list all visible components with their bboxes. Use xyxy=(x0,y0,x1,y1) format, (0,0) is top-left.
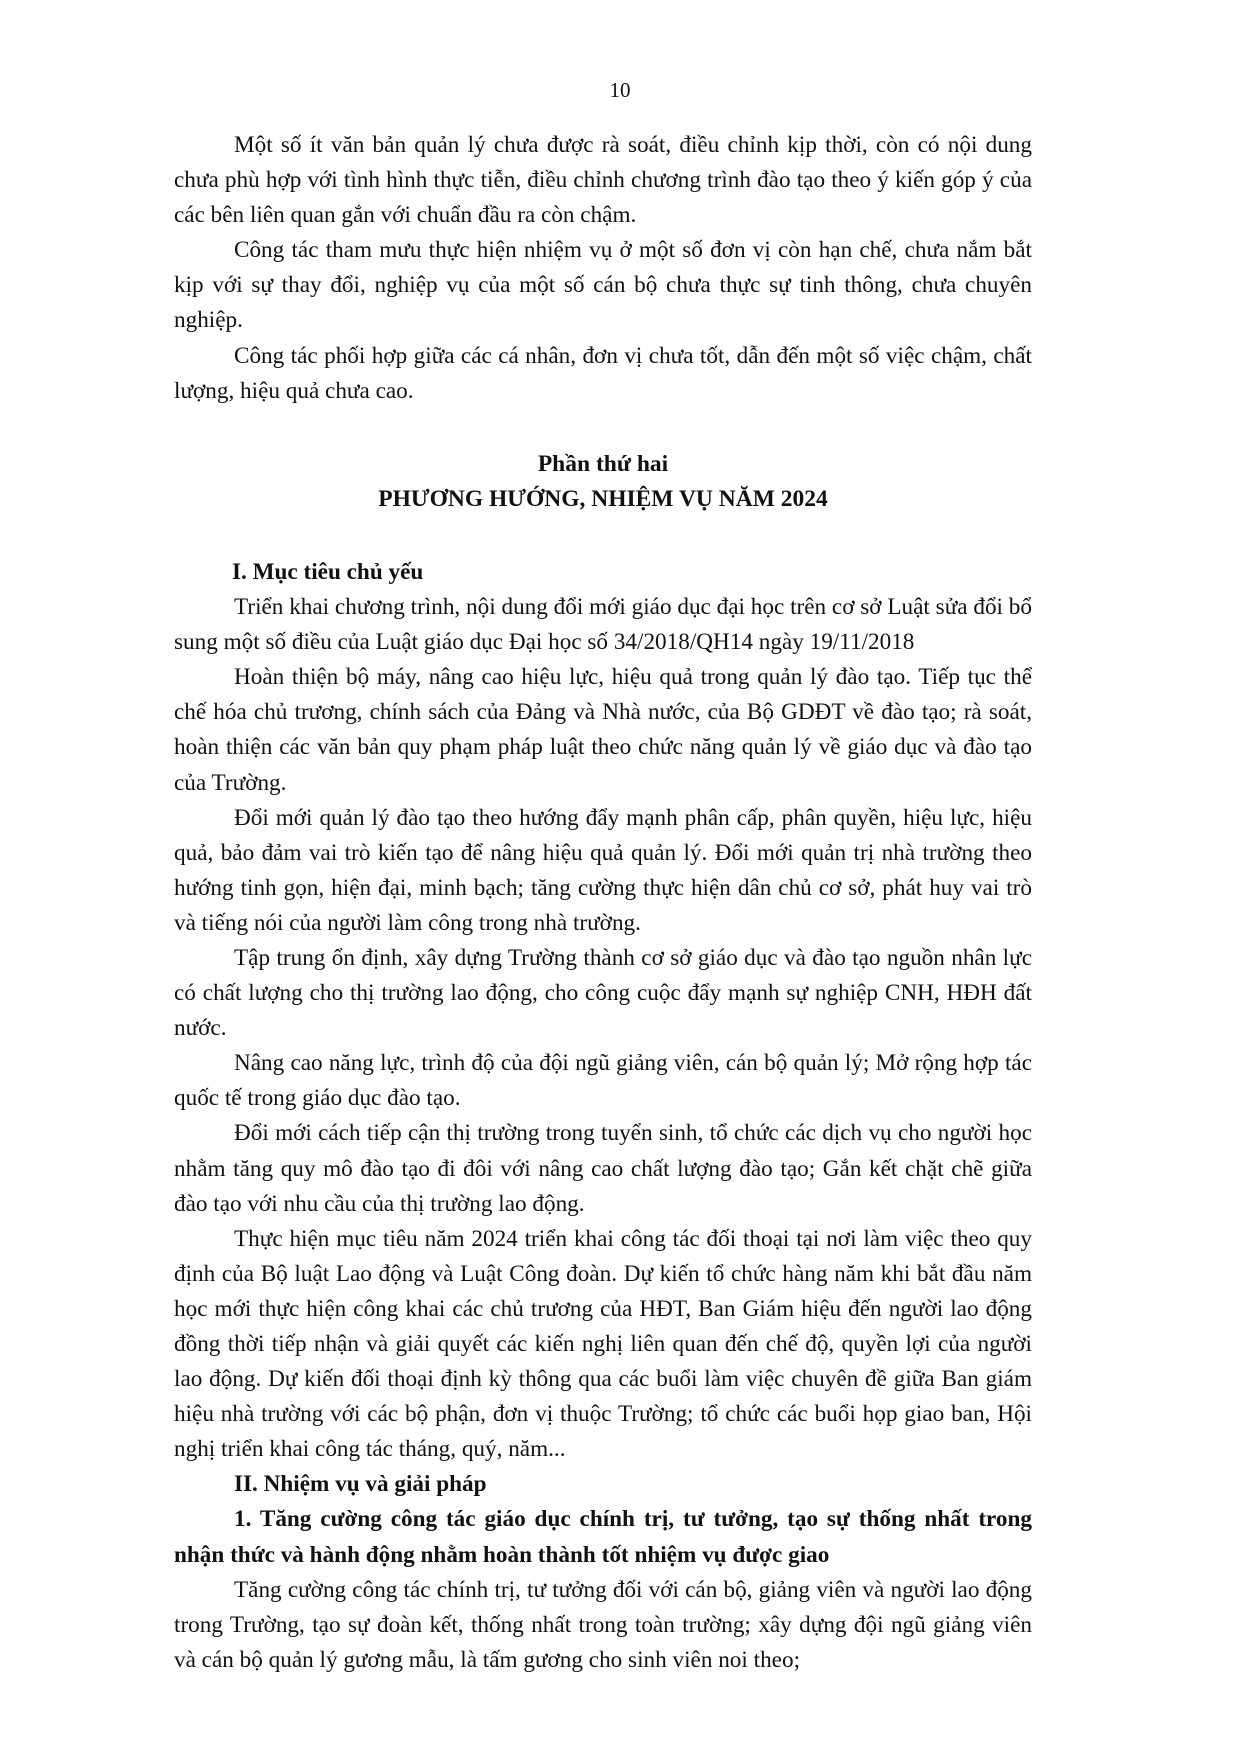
paragraph: Triển khai chương trình, nội dung đổi mới giáo dục đại học trên cơ sở Luật sửa đổi bổ sung một số điều của Luật giáo dục Đại học số 34/2018/QH14 ngày 19/11/2018 xyxy=(174,594,1032,656)
page-number: 10 xyxy=(609,78,631,102)
paragraph: Đổi mới quản lý đào tạo theo hướng đẩy mạnh phân cấp, phân quyền, hiệu lực, hiệu quả, bảo đảm vai trò kiến tạo để nâng hiệu quả quản lý. Đổi mới quản trị nhà trường theo hướng tinh gọn, hiện đại, minh bạch; tăng cường thực hiện dân chủ cơ sở, phát huy vai trò và tiếng nói của người làm công trong nhà trường. xyxy=(174,804,1032,936)
paragraph: Tập trung ổn định, xây dựng Trường thành cơ sở giáo dục và đào tạo nguồn nhân lực có chất lượng cho thị trường lao động, cho công cuộc đẩy mạnh sự nghiệp CNH, HĐH đất nước. xyxy=(174,944,1032,1042)
paragraph: Tăng cường công tác chính trị, tư tưởng đối với cán bộ, giảng viên và người lao động trong Trường, tạo sự đoàn kết, thống nhất trong toàn trường; xây dựng đội ngũ giảng viên và cán bộ quản lý gương mẫu, là tấm gương cho sinh viên noi theo; xyxy=(174,1576,1032,1673)
part-title: PHƯƠNG HƯỚNG, NHIỆM VỤ NĂM 2024 xyxy=(378,485,828,512)
paragraph: Hoàn thiện bộ máy, nâng cao hiệu lực, hiệu quả trong quản lý đào tạo. Tiếp tục thể chế hóa chủ trương, chính sách của Đảng và Nhà nước, của Bộ GDĐT về đào tạo; rà soát, hoàn thiện các văn bản quy phạm pháp luật theo chức năng quản lý về giáo dục và đào tạo của Trường. xyxy=(174,664,1032,796)
paragraph: Nâng cao năng lực, trình độ của đội ngũ giảng viên, cán bộ quản lý; Mở rộng hợp tác quốc tế trong giáo dục đào tạo. xyxy=(174,1050,1032,1112)
section-heading: II. Nhiệm vụ và giải pháp xyxy=(234,1471,487,1498)
part-heading: Phần thứ hai xyxy=(537,450,669,477)
paragraph: Đổi mới cách tiếp cận thị trường trong tuyển sinh, tổ chức các dịch vụ cho người học nhằm tăng quy mô đào tạo đi đôi với nâng cao chất lượng đào tạo; Gắn kết chặt chẽ giữa đào tạo với nhu cầu của thị trường lao động. xyxy=(174,1120,1032,1217)
document-body xyxy=(174,128,1032,1678)
subsection-heading: 1. Tăng cường công tác giáo dục chính trị, tư tưởng, tạo sự thống nhất trong nhận thức và hành động nhằm hoàn thành tốt nhiệm vụ được giao xyxy=(174,1506,1032,1568)
paragraph: Công tác tham mưu thực hiện nhiệm vụ ở một số đơn vị còn hạn chế, chưa nắm bắt kịp với sự thay đổi, nghiệp vụ của một số cán bộ chưa thực sự tinh thông, chưa chuyên nghiệp. xyxy=(174,237,1032,334)
paragraph: Thực hiện mục tiêu năm 2024 triển khai công tác đối thoại tại nơi làm việc theo quy định của Bộ luật Lao động và Luật Công đoàn. Dự kiến tổ chức hàng năm khi bắt đầu năm học mới thực hiện công khai các chủ trương của HĐT, Ban Giám hiệu đến người lao động đồng thời tiếp nhận và giải quyết các kiến nghị liên quan đến chế độ, quyền lợi của người lao động. Dự kiến đối thoại định kỳ thông qua các buổi làm việc chuyên đề giữa Ban giám hiệu nhà trường với các bộ phận, đơn vị thuộc Trường; tổ chức các buổi họp giao ban, Hội nghị triển khai công tác tháng, quý, năm... xyxy=(174,1225,1032,1463)
section-heading: I. Mục tiêu chủ yếu xyxy=(232,558,424,585)
paragraph: Một số ít văn bản quản lý chưa được rà soát, điều chỉnh kịp thời, còn có nội dung chưa phù hợp với tình hình thực tiễn, điều chỉnh chương trình đào tạo theo ý kiến góp ý của các bên liên quan gắn với chuẩn đầu ra còn chậm. xyxy=(174,132,1032,229)
paragraph: Công tác phối hợp giữa các cá nhân, đơn vị chưa tốt, dẫn đến một số việc chậm, chất lượng, hiệu quả chưa cao. xyxy=(174,342,1032,404)
